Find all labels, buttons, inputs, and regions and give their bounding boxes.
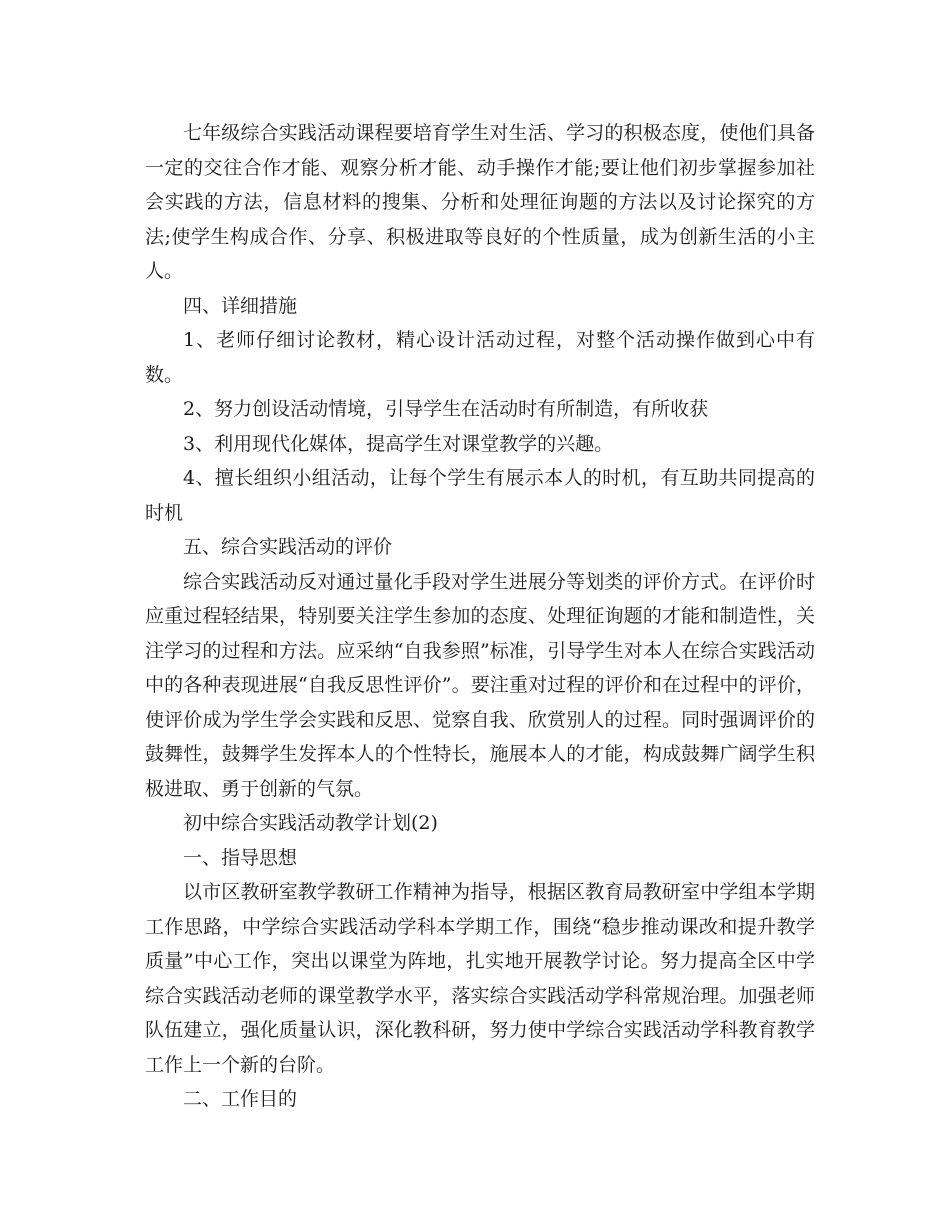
measure-item-3: 3、利用现代化媒体，提高学生对课堂教学的兴趣。 bbox=[183, 432, 614, 455]
measure-item-2: 2、努力创设活动情境，引导学生在活动时有所制造，有所收获 bbox=[183, 398, 709, 420]
section-title-plan-2: 初中综合实践活动教学计划(2) bbox=[183, 812, 438, 834]
heading-evaluation: 五、综合实践活动的评价 bbox=[183, 536, 393, 558]
heading-guiding-thought: 一、指导思想 bbox=[183, 846, 298, 869]
paragraph-goals: 七年级综合实践活动课程要培育学生对生活、学习的积极态度，使他们具备一定的交往合作才能、观察分析才能、动手操作才能;要让他们初步掌握参加社会实践的方法，信息材料的搜集、分析和处理征询题的方法以及讨论探究的方法;使学生构成合作、分享、积极进取等良好的个性质量，成为创新生活的小主人。 bbox=[145, 122, 815, 282]
paragraph-evaluation: 综合实践活动反对通过量化手段对学生进展分等划类的评价方式。在评价时应重过程轻结果，特别要关注学生参加的态度、处理征询题的才能和制造性，关注学习的过程和方法。应采纳“自我参照”标准，引导学生对本人在综合实践活动中的各种表现进展“自我反思性评价”。要注重对过程的评价和在过程中的评价，使评价成为学生学会实践和反思、觉察自我、欣赏别人的过程。同时强调评价的鼓舞性，鼓舞学生发挥本人的个性特长，施展本人的才能，构成鼓舞广阔学生积极进取、勇于创新的气氛。 bbox=[145, 570, 815, 800]
paragraph-guiding-thought: 以市区教研室教学教研工作精神为指导，根据区教育局教研室中学组本学期工作思路，中学综合实践活动学科本学期工作，围绕“稳步推动课改和提升教学质量”中心工作，突出以课堂为阵地，扎实地开展教学讨论。努力提高全区中学综合实践活动老师的课堂教学水平，落实综合实践活动学科常规治理。加强老师队伍建立，强化质量认识，深化教科研，努力使中学综合实践活动学科教育教学工作上一个新的台阶。 bbox=[145, 881, 815, 1076]
measure-item-1: 1、老师仔细讨论教材，精心设计活动过程，对整个活动操作做到心中有数。 bbox=[145, 329, 815, 386]
measure-item-4: 4、擅长组织小组活动，让每个学生有展示本人的时机，有互助共同提高的时机 bbox=[145, 467, 815, 524]
document-body bbox=[145, 116, 815, 1117]
heading-work-objectives: 二、工作目的 bbox=[183, 1088, 298, 1110]
heading-measures: 四、详细措施 bbox=[183, 294, 298, 317]
